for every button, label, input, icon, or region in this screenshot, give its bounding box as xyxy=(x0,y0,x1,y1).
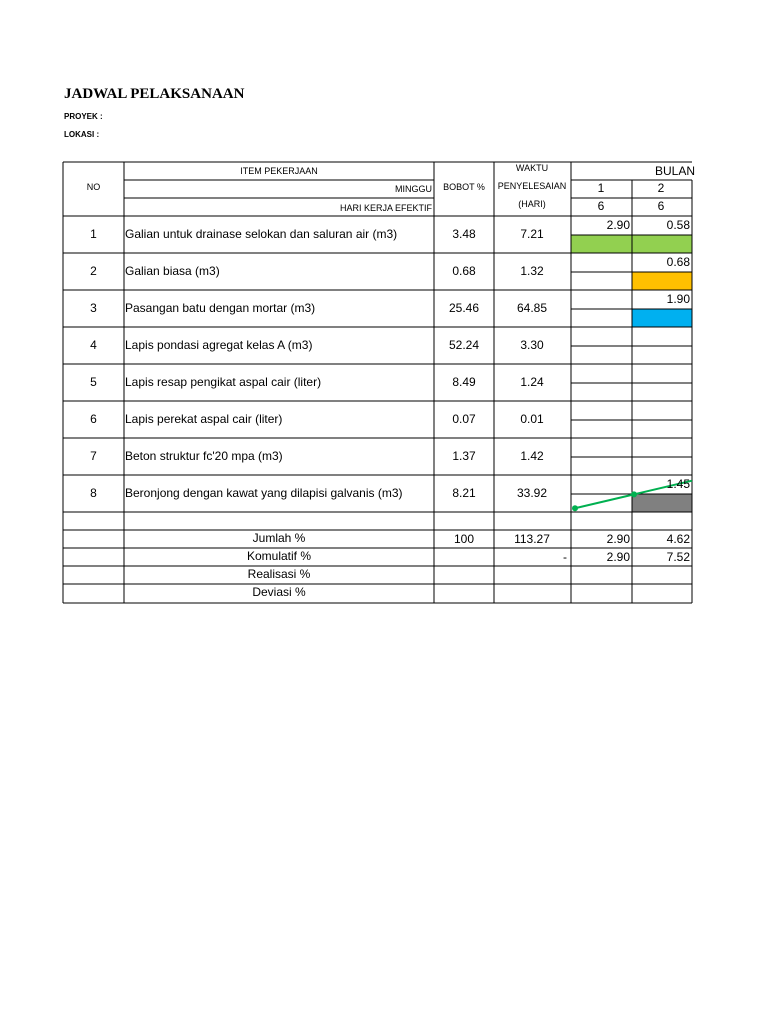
row-week-2-value: 1.90 xyxy=(666,292,690,306)
s-curve-point-2 xyxy=(631,491,637,497)
jumlah-week-2: 4.62 xyxy=(666,532,690,546)
row-item: Lapis perekat aspal cair (liter) xyxy=(125,412,283,426)
jumlah-label: Jumlah % xyxy=(252,531,306,545)
row-waktu: 33.92 xyxy=(516,486,548,500)
gantt-bar-row-8 xyxy=(632,494,692,512)
row-bobot: 25.46 xyxy=(448,301,480,315)
jumlah-bobot: 100 xyxy=(453,532,475,546)
header-bulan: BULAN xyxy=(655,164,696,178)
proyek-label: PROYEK : xyxy=(64,112,103,121)
row-bobot: 8.49 xyxy=(452,375,476,389)
header-hari-kerja: HARI KERJA EFEKTIF xyxy=(339,203,432,213)
row-item: Lapis resap pengikat aspal cair (liter) xyxy=(125,375,322,389)
row-no: 4 xyxy=(90,338,97,352)
row-item: Pasangan batu dengan mortar (m3) xyxy=(125,301,316,315)
row-week-2-value: 1.45 xyxy=(666,477,690,491)
row-waktu: 7.21 xyxy=(520,227,544,241)
row-item: Beronjong dengan kawat yang dilapisi galvanis (m3) xyxy=(125,486,403,500)
row-waktu: 64.85 xyxy=(516,301,548,315)
gantt-bar-row-2 xyxy=(632,272,692,290)
header-week-1: 1 xyxy=(597,181,605,195)
row-bobot: 52.24 xyxy=(448,338,480,352)
jumlah-waktu: 113.27 xyxy=(514,532,550,546)
row-week-1-value: 2.90 xyxy=(606,218,630,232)
row-item: Galian biasa (m3) xyxy=(125,264,220,278)
header-item: ITEM PEKERJAAN xyxy=(240,166,318,176)
header-days-1: 6 xyxy=(597,199,605,213)
row-no: 6 xyxy=(90,412,97,426)
row-no: 5 xyxy=(90,375,97,389)
row-item: Galian untuk drainase selokan dan saluran air (m3) xyxy=(125,227,398,241)
row-no: 7 xyxy=(90,449,97,463)
row-no: 3 xyxy=(90,301,97,315)
realisasi-label: Realisasi % xyxy=(247,567,311,581)
komulatif-week-2: 7.52 xyxy=(666,550,690,564)
row-waktu: 0.01 xyxy=(520,412,544,426)
s-curve-point-1 xyxy=(572,505,578,511)
row-week-2-value: 0.58 xyxy=(666,218,690,232)
row-waktu: 1.32 xyxy=(520,264,544,278)
row-no: 1 xyxy=(90,227,97,241)
row-week-2-value: 0.68 xyxy=(666,255,690,269)
header-minggu: MINGGU xyxy=(395,184,432,194)
header-waktu-1: WAKTU xyxy=(515,163,549,173)
header-days-2: 6 xyxy=(657,199,665,213)
deviasi-label: Deviasi % xyxy=(252,585,306,599)
row-no: 2 xyxy=(90,264,97,278)
row-waktu: 3.30 xyxy=(520,338,544,352)
header-waktu-2: PENYELESAIAN xyxy=(497,181,567,191)
row-bobot: 0.68 xyxy=(452,264,476,278)
jumlah-week-1: 2.90 xyxy=(606,532,630,546)
header-no: NO xyxy=(86,182,101,192)
row-no: 8 xyxy=(90,486,97,500)
lokasi-label: LOKASI : xyxy=(64,130,100,139)
header-bobot: BOBOT % xyxy=(443,182,485,192)
row-item: Lapis pondasi agregat kelas A (m3) xyxy=(125,338,313,352)
row-waktu: 1.24 xyxy=(520,375,544,389)
row-waktu: 1.42 xyxy=(520,449,544,463)
header-week-2: 2 xyxy=(657,181,665,195)
row-bobot: 0.07 xyxy=(452,412,476,426)
row-bobot: 8.21 xyxy=(452,486,476,500)
row-bobot: 3.48 xyxy=(452,227,476,241)
row-item: Beton struktur fc'20 mpa (m3) xyxy=(125,449,283,463)
row-bobot: 1.37 xyxy=(452,449,476,463)
header-waktu-3: (HARI) xyxy=(518,199,546,209)
komulatif-label: Komulatif % xyxy=(246,549,312,563)
gantt-bar-row-3 xyxy=(632,309,692,327)
komulatif-week-1: 2.90 xyxy=(606,550,630,564)
komulatif-waktu: - xyxy=(563,550,567,564)
page-title: JADWAL PELAKSANAAN xyxy=(64,86,245,102)
gantt-bar-row-1 xyxy=(571,235,692,253)
